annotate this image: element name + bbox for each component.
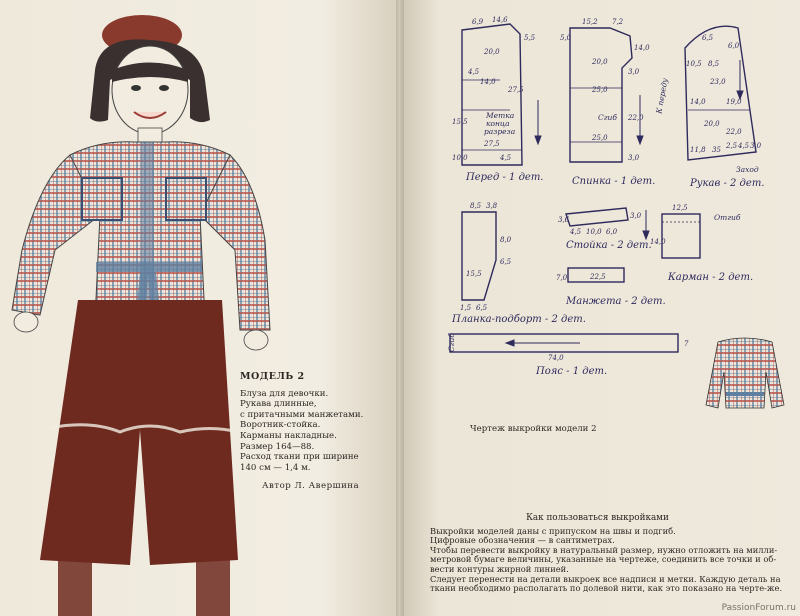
pattern-drawing bbox=[400, 0, 800, 430]
pocket-label: Отгиб bbox=[714, 213, 741, 222]
front-label: Метка bbox=[486, 111, 515, 120]
sleeve-label: Заход bbox=[736, 165, 759, 174]
belt bbox=[96, 262, 202, 272]
back-dim: 15,2 bbox=[582, 18, 598, 26]
back-dim: 7,2 bbox=[612, 18, 624, 26]
drawing-caption: Чертеж выкройки модели 2 bbox=[470, 424, 597, 434]
sleeve-dim: 10,5 bbox=[686, 60, 702, 68]
front-dim: 4,5 bbox=[500, 154, 512, 162]
howto-paragraph: Выкройки моделей даны с припуском на швы и подгиб. bbox=[430, 525, 676, 536]
placket-dim: 15,5 bbox=[466, 270, 482, 278]
front-dim: 14,0 bbox=[480, 78, 496, 86]
model-line: 140 см — 1,4 м. bbox=[240, 462, 311, 473]
belt-caption: Пояс - 1 дет. bbox=[536, 366, 608, 377]
sleeve-caption: Рукав - 2 дет. bbox=[690, 178, 765, 189]
placket-dim: 6,5 bbox=[500, 258, 512, 266]
placket-piece-outline bbox=[462, 212, 496, 300]
back-dim: 14,0 bbox=[634, 44, 650, 52]
back-dim: 25,0 bbox=[592, 86, 608, 94]
howto-paragraph: Цифровые обозначения — в сантиметрах. bbox=[430, 535, 615, 546]
sleeve-dim: 19,0 bbox=[726, 98, 742, 106]
sleeve-dim: 11,8 bbox=[690, 146, 706, 154]
sleeve-dim: 3,0 bbox=[750, 142, 762, 150]
front-label: разреза bbox=[484, 127, 516, 136]
front-label: конца bbox=[486, 119, 510, 128]
model-description bbox=[240, 372, 400, 492]
sleeve-dim: 2,5 bbox=[726, 142, 738, 150]
placket-dim: 1,5 bbox=[460, 304, 472, 312]
model-author: Автор Л. Авершина bbox=[262, 481, 360, 492]
back-dim: 3,0 bbox=[628, 68, 640, 76]
sleeve-dim: 14,0 bbox=[690, 98, 706, 106]
placket-dim: 8,5 bbox=[470, 202, 482, 210]
howto-section bbox=[430, 514, 785, 594]
watermark: PassionForum.ru bbox=[721, 603, 796, 613]
model-line: Карманы накладные. bbox=[240, 430, 337, 441]
back-dim: 22,0 bbox=[628, 114, 644, 122]
blouse-sketch bbox=[706, 338, 784, 408]
pocket-dim: 12,5 bbox=[672, 204, 688, 212]
back-dim: 3,0 bbox=[628, 154, 640, 162]
front-dim: 14,6 bbox=[492, 16, 508, 24]
model-line: с притачными манжетами. bbox=[240, 409, 364, 420]
sleeve-dim: 20,0 bbox=[704, 120, 720, 128]
back-caption: Спинка - 1 дет. bbox=[572, 176, 656, 187]
howto-title: Как пользоваться выкройками bbox=[526, 513, 669, 523]
sleeve-dim: 23,0 bbox=[710, 78, 726, 86]
cuff-caption: Манжета - 2 дет. bbox=[566, 296, 666, 307]
howto-paragraph: Следует перенести на детали выкроек все надписи и метки. Каждую деталь на ткани необходимо располагать по долевой нити, как это показано на черте-же. bbox=[430, 573, 783, 594]
sleeve-dim: 35 bbox=[712, 146, 721, 154]
back-dim: 5,0 bbox=[560, 34, 572, 42]
sleeve-dim: 6,5 bbox=[702, 34, 714, 42]
collar-dim: 4,5 bbox=[570, 228, 582, 236]
pocket-piece-outline bbox=[662, 214, 700, 258]
belt-dim: 7 bbox=[684, 340, 689, 348]
model-title: МОДЕЛЬ 2 bbox=[240, 371, 305, 382]
sleeve-dim: 8,5 bbox=[708, 60, 720, 68]
pocket-dim: 14,0 bbox=[650, 238, 666, 246]
model-line: Рукава длинные, bbox=[240, 399, 317, 410]
front-dim: 27,5 bbox=[508, 86, 524, 94]
back-dim: 20,0 bbox=[592, 58, 608, 66]
front-dim: 6,9 bbox=[472, 18, 484, 26]
sleeve-dim: 4,5 bbox=[738, 142, 750, 150]
placket-dim: 8,0 bbox=[500, 236, 512, 244]
placket-dim: 3,8 bbox=[486, 202, 498, 210]
howto-paragraph: Чтобы перевести выкройку в натуральный размер, нужно отложить на милли-метровой бумаге величины, указанные на чертеже, соединить все точки и об-вести контуры жирной линией. bbox=[430, 544, 778, 574]
collar-piece-outline bbox=[566, 208, 628, 226]
face bbox=[112, 46, 188, 134]
sleeve-label: К переду bbox=[654, 77, 670, 115]
front-dim: 27,5 bbox=[484, 140, 500, 148]
front-dim: 15,5 bbox=[452, 118, 468, 126]
sleeve-dim: 6,0 bbox=[728, 42, 740, 50]
collar-dim: 3,6 bbox=[558, 216, 570, 224]
placket-dim: 6,5 bbox=[476, 304, 488, 312]
belt-label: Сгиб bbox=[447, 333, 456, 352]
collar-caption: Стойка - 2 дет. bbox=[566, 240, 652, 251]
front-dim: 5,5 bbox=[524, 34, 536, 42]
model-line: Размер 164—88. bbox=[240, 441, 315, 452]
front-dim: 20,0 bbox=[484, 48, 500, 56]
back-dim: 25,0 bbox=[592, 134, 608, 142]
left-pocket bbox=[82, 178, 122, 220]
model-line: Расход ткани при ширине bbox=[240, 452, 359, 463]
model-line: Воротник-стойка. bbox=[240, 420, 321, 431]
belt-dim: 74,0 bbox=[548, 354, 564, 362]
back-label: Сгиб bbox=[598, 113, 617, 122]
model-line: Блуза для девочки. bbox=[240, 388, 329, 399]
front-caption: Перед - 1 дет. bbox=[466, 172, 544, 183]
collar-dim: 3,0 bbox=[630, 212, 642, 220]
cuff-dim: 7,0 bbox=[556, 274, 568, 282]
collar-dim: 10,0 bbox=[586, 228, 602, 236]
right-pocket bbox=[166, 178, 206, 220]
sleeve-piece-outline bbox=[685, 26, 756, 160]
collar-dim: 6,0 bbox=[606, 228, 618, 236]
front-dim: 4,5 bbox=[468, 68, 480, 76]
pocket-caption: Карман - 2 дет. bbox=[668, 272, 754, 283]
placket-caption: Планка-подборт - 2 дет. bbox=[452, 314, 586, 325]
cuff-dim: 22,5 bbox=[590, 273, 606, 281]
culottes bbox=[40, 300, 238, 565]
sleeve-dim: 22,0 bbox=[726, 128, 742, 136]
front-dim: 10,0 bbox=[452, 154, 468, 162]
